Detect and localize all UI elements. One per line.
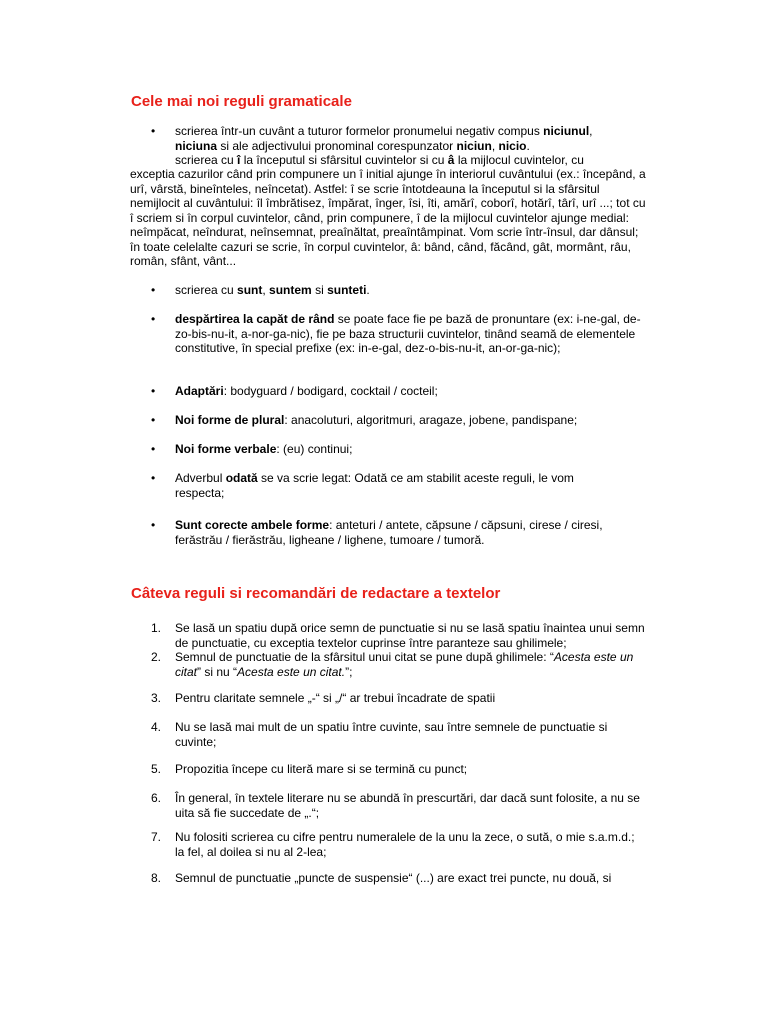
italic-text: Acesta este un citat.	[237, 664, 346, 679]
bold-text: Noi forme de plural	[175, 413, 285, 427]
paragraph-i-a-explanation: exceptia cazurilor când prin compunere un î initial ajunge în interiorul cuvântului (ex.: începând, a urî, vârstă, bineînteles, neîncetat). Astfel: î se scrie întotdeauna la începutul si la sfârsitul nemijlocit al cuvântului: îl îmbrătisez, împărat, înger, îsi, îti, amărî, coborî, hotărî, târî, urî ...; tot cu î scriem si în corpul cuvintelor, când, prin compunere, î de la mijlocul cuvintelor ajunge medial: neîmpăcat, neîndurat, neînsemnat, preaînăltat, preaîntâmpinat. Vom scrie într-însul, dar dânsul; în toate celelalte cazuri se scrie, în corpul cuvintelor, â: bând, când, făcând, gât, mormânt, râu, român, sfânt, vânt...	[130, 167, 646, 268]
text: scrierea cu	[175, 153, 238, 167]
bullet-item-adaptations	[175, 384, 655, 399]
text: la mijlocul cuvintelor, cu	[454, 153, 584, 167]
text: ,	[262, 283, 270, 297]
text: ,	[589, 124, 593, 138]
bold-text: â	[447, 153, 455, 167]
list-number: 6.	[151, 791, 162, 805]
text: scrierea într-un cuvânt a tuturor formelor pronumelui negativ compus	[175, 124, 544, 138]
numbered-item-dash-slash: Pentru claritate semnele „-“ si „/“ ar trebui încadrate de spatii	[175, 691, 496, 705]
section-heading-grammar-rules: Cele mai noi reguli gramaticale	[131, 93, 352, 110]
list-number: 4.	[151, 720, 162, 734]
bullet-marker: •	[151, 283, 156, 297]
bullet-item-sunt	[175, 283, 655, 298]
bullet-item-plural-forms	[175, 413, 655, 428]
bold-text: despărtirea la capăt de rând	[175, 312, 335, 326]
text: .	[366, 283, 370, 297]
bullet-marker: •	[151, 442, 156, 456]
bold-text: niciunul	[543, 124, 590, 138]
bullet-marker: •	[151, 471, 156, 485]
bullet-item-both-forms	[175, 518, 635, 547]
numbered-item-numerals: Nu folositi scrierea cu cifre pentru numeralele de la unu la zece, o sută, o mie s.a.m.d.; la fel, al doilea si nu al 2-lea;	[175, 830, 635, 859]
bold-text: suntem	[269, 283, 312, 297]
numbered-item-ellipsis: Semnul de punctuatie „puncte de suspensie“ (...) are exact trei puncte, nu două, si	[175, 871, 612, 885]
list-number: 2.	[151, 650, 162, 664]
text: : anteturi / antete, căpsune / căpsuni, cirese / ciresi, ferăstrău / fierăstrău, ligheane / lighene, tumoare / tumoră.	[175, 518, 603, 547]
bold-text: sunt	[237, 283, 263, 297]
bullet-item-negative-pronoun	[175, 124, 595, 153]
bullet-item-verb-forms	[175, 442, 655, 457]
text: .	[526, 138, 530, 153]
bold-text: î	[237, 153, 241, 167]
list-number: 8.	[151, 871, 162, 885]
text: se poate face fie pe bază de pronuntare (ex: i-ne-gal, de-zo-bis-nu-it, a-nor-ga-nic), fie pe baza structurii cuvintelor, tinând seamă de elementele constitutive, în special prefixe (ex: in-e-gal, dez-o-bis-nu-it, an-or-ga-nic);	[175, 312, 641, 355]
numbered-item-single-space: Nu se lasă mai mult de un spatiu între cuvinte, sau între semnele de punctuatie si cuvinte;	[175, 720, 608, 749]
italic-text: Acesta este un citat	[175, 650, 634, 679]
bold-text: Adaptări	[175, 384, 224, 398]
bullet-marker: •	[151, 312, 156, 326]
numbered-item-quote-punctuation	[175, 650, 645, 679]
numbered-item-abbreviations: În general, în textele literare nu se abundă în prescurtări, dar dacă sunt folosite, a nu se uita să fie succedate de „.“;	[175, 791, 640, 820]
bullet-item-i-a-rule	[175, 153, 655, 168]
text: Semnul de punctuatie de la sfârsitul unui citat se pune după ghilimele: “	[175, 650, 554, 664]
text: ,	[491, 138, 499, 153]
bullet-marker: •	[151, 518, 156, 532]
bold-text: Sunt corecte ambele forme	[175, 518, 330, 532]
bullet-marker: •	[151, 413, 156, 427]
text: : (eu) continui;	[276, 442, 353, 456]
bold-text: niciuna	[175, 138, 218, 153]
text: si	[311, 283, 328, 297]
bullet-item-hyphenation	[175, 312, 650, 356]
bold-text: sunteti	[327, 283, 367, 297]
bold-text: odată	[225, 471, 258, 485]
text: la începutul si sfârsitul cuvintelor si cu	[240, 153, 448, 167]
bold-text: niciun	[456, 138, 492, 153]
text: : bodyguard / bodigard, cocktail / cocteil;	[223, 384, 438, 398]
text: scrierea cu	[175, 283, 238, 297]
text: si ale adjectivului pronominal corespunzator	[217, 138, 457, 153]
bullet-marker: •	[151, 384, 156, 398]
numbered-item-sentence-case: Propozitia începe cu literă mare si se termină cu punct;	[175, 762, 468, 776]
text: ”;	[345, 664, 353, 679]
list-number: 7.	[151, 830, 162, 844]
bold-text: nicio	[498, 138, 527, 153]
bullet-marker: •	[151, 124, 156, 138]
text: se va scrie legat: Odată ce am stabilit aceste reguli, le vom respecta;	[175, 471, 574, 500]
text: Adverbul	[175, 471, 226, 485]
numbered-item-spacing: Se lasă un spatiu după orice semn de punctuatie si nu se lasă spatiu înaintea unui semn de punctuatie, cu exceptia textelor cuprinse între paranteze sau ghilimele;	[175, 621, 645, 650]
list-number: 3.	[151, 691, 162, 705]
list-number: 5.	[151, 762, 162, 776]
bold-text: Noi forme verbale	[175, 442, 277, 456]
text: : anacoluturi, algoritmuri, aragaze, jobene, pandispane;	[284, 413, 578, 427]
list-number: 1.	[151, 621, 162, 635]
section-heading-writing-rules: Câteva reguli si recomandări de redactare a textelor	[131, 585, 501, 602]
text: ” si nu “	[197, 664, 238, 679]
bullet-item-odata	[175, 471, 615, 500]
